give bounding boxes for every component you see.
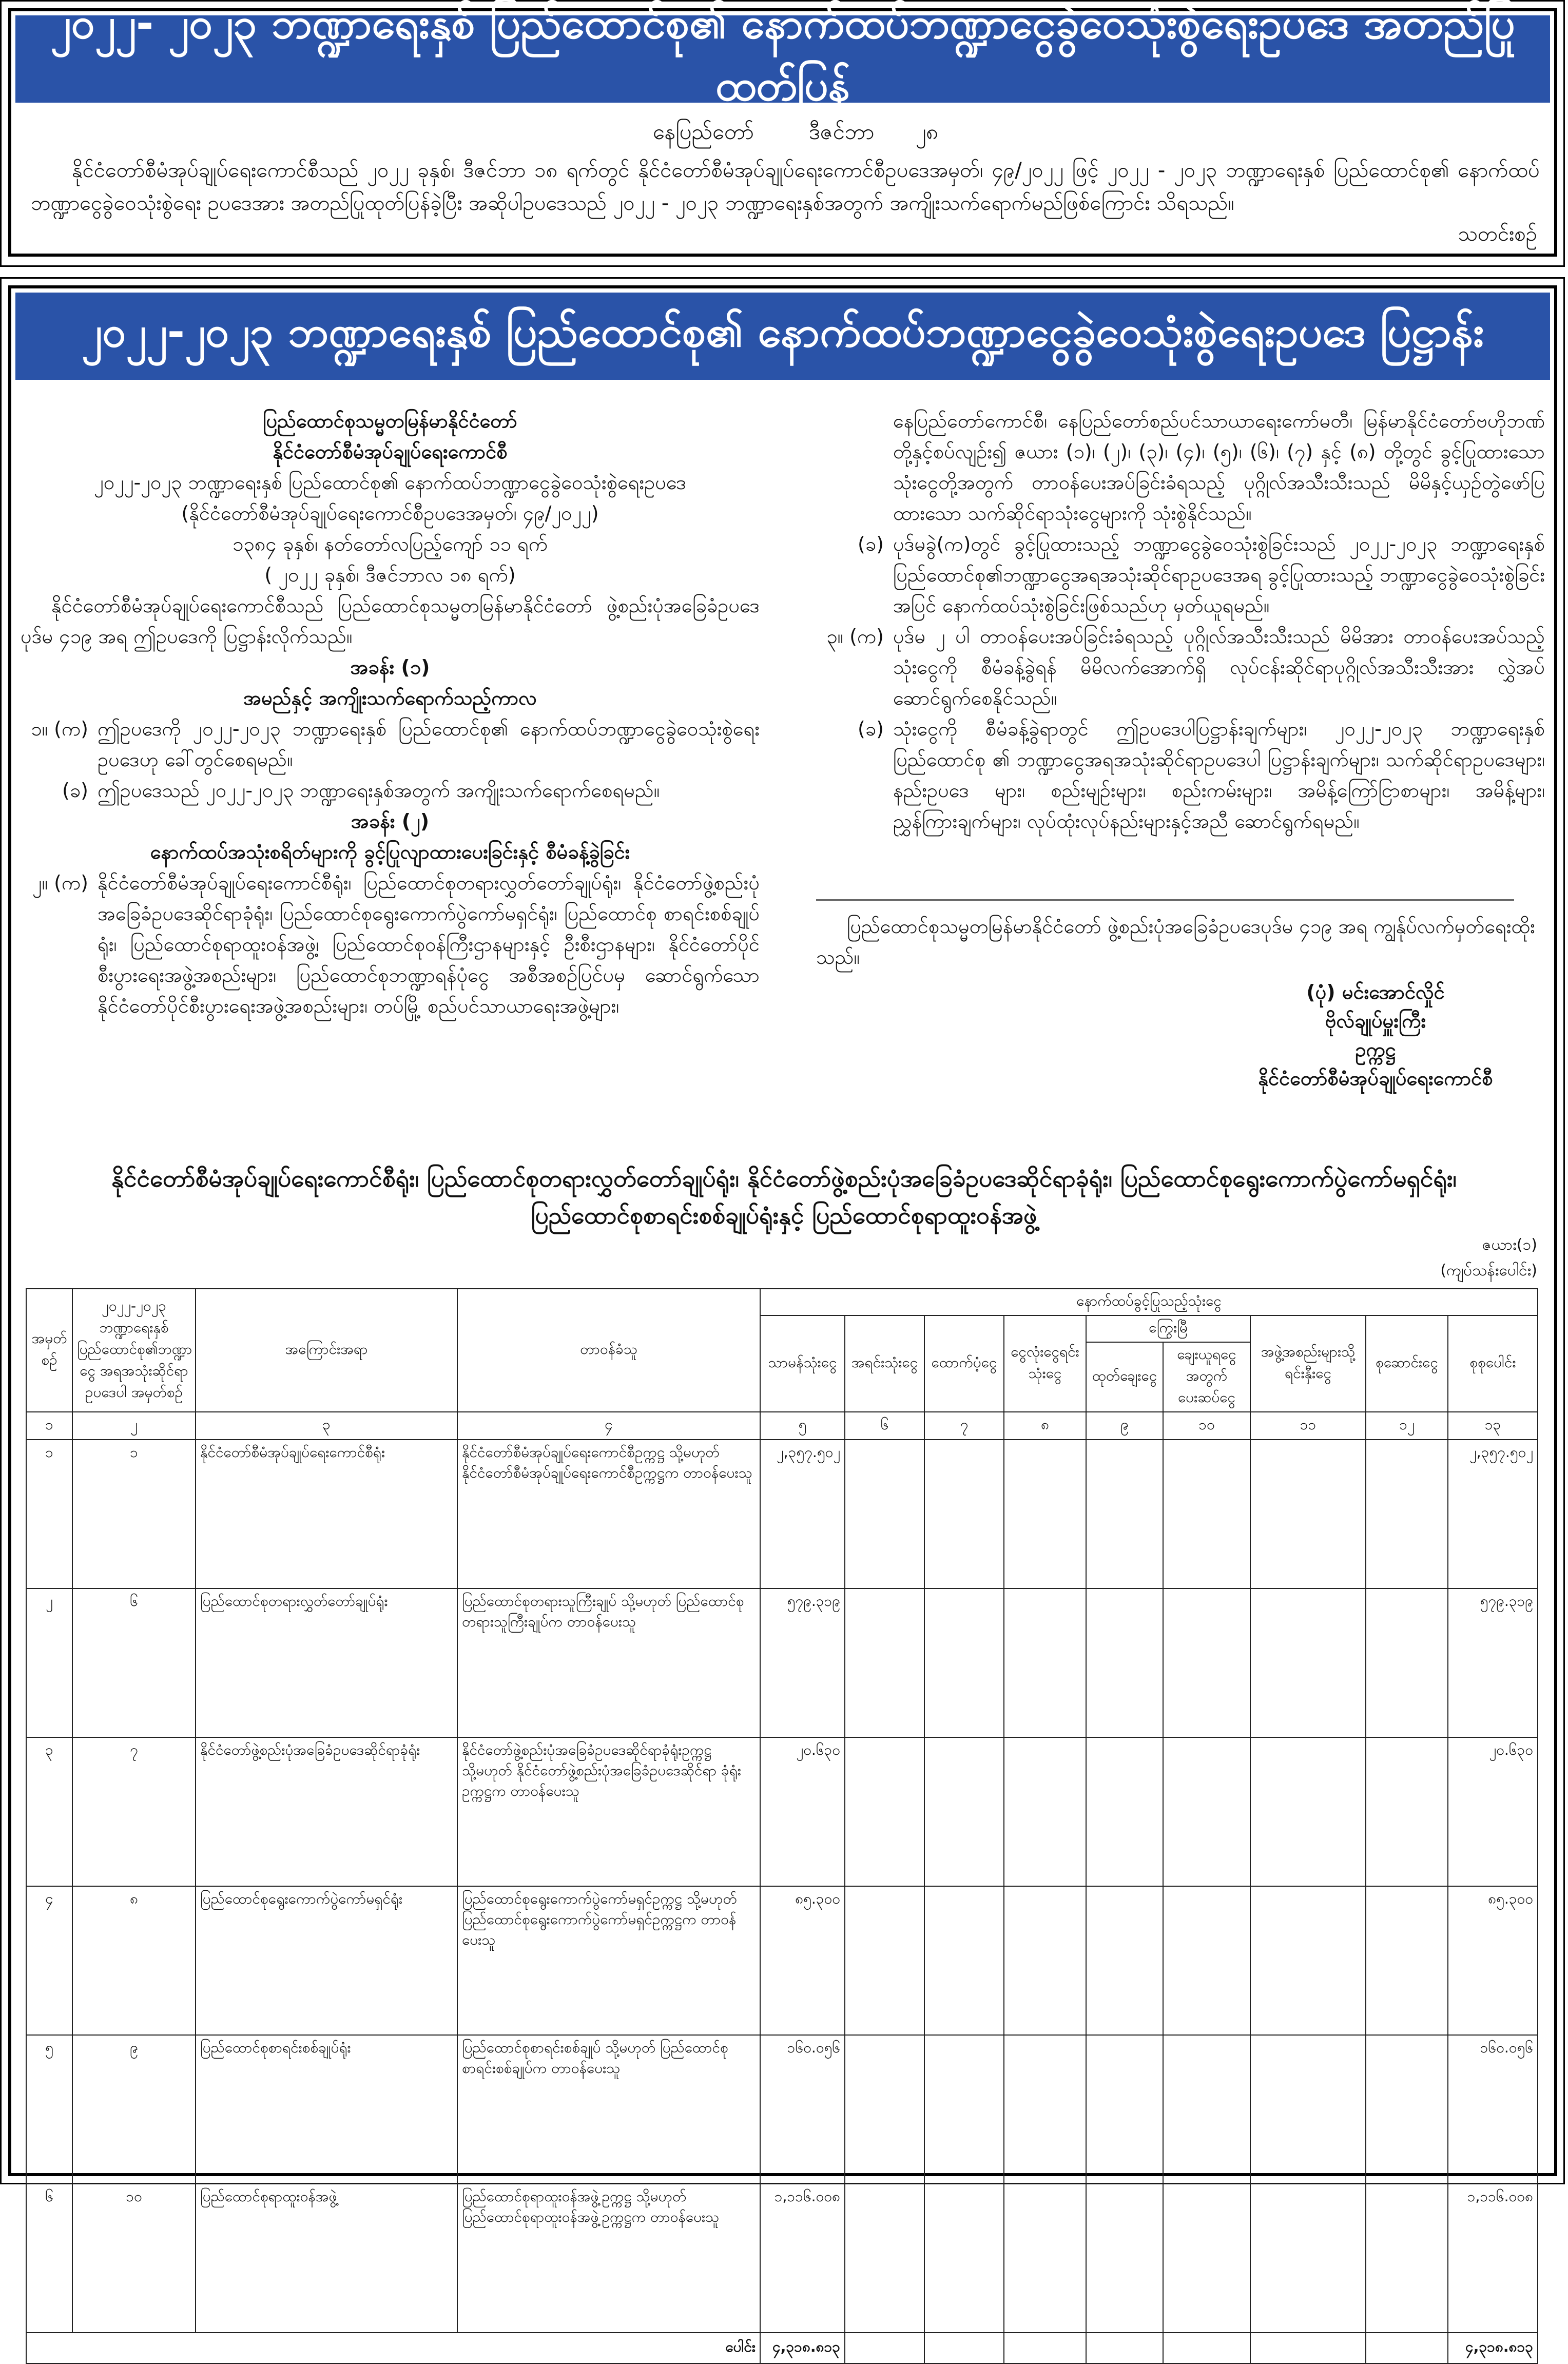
row-law-ref: ၁ (72, 1440, 196, 1588)
row-responsible: ပြည်ထောင်စုရွေးကောက်ပွဲကော်မရှင်ဥက္ကဋ္ဌ သို့မဟုတ် ပြည်ထောင်စုရွေးကောက်ပွဲကော်မရှင်ဥက္ကဋ္ဌက တာဝန်ပေးသူ (457, 1886, 760, 2035)
signatory-name: (ပုံ) မင်းအောင်လှိုင် (1306, 981, 1445, 1003)
row-subject: နိုင်ငံတော်ဖွဲ့စည်းပုံအခြေခံဥပဒေဆိုင်ရာခုံရုံး (196, 1737, 457, 1886)
header-reserve: စုဆောင်းငွေ (1366, 1315, 1448, 1412)
section-2a-continued (816, 405, 1545, 529)
row-law-ref: ၈ (72, 1886, 196, 2035)
column-index: ၇ (924, 1412, 1004, 1440)
row-subject: ပြည်ထောင်စုစာရင်းစစ်ချုပ်ရုံး (196, 2035, 457, 2184)
header-regular: သာမန်သုံးငွေ (760, 1315, 845, 1412)
header-repayment: ချေးယူရငွေ အတွက် ပေးဆပ်ငွေ (1163, 1342, 1250, 1412)
column-index: ၁ (26, 1412, 72, 1440)
column-index: ၅ (760, 1412, 845, 1440)
column-index: ၁၀ (1163, 1412, 1250, 1440)
section-number: ၁။ (က) (31, 718, 88, 740)
signatory-body: နိုင်ငံတော်စီမံအုပ်ချုပ်ရေးကောင်စီ (1258, 1067, 1493, 1090)
section-number: (ခ) (62, 779, 88, 802)
section-text: နေပြည်တော်ကောင်စီ၊ နေပြည်တော်စည်ပင်သာယာရေးကော်မတီ၊ မြန်မာနိုင်ငံတော်ဗဟိုဘဏ် တို့နှင့်စပ်လျဉ်း၍ ဇယား (၁)၊ (၂)၊ (၃)၊ (၄)၊ (၅)၊ (၆)၊ (၇) နှင့် (၈) တို့တွင် ခွင့်ပြုထားသော သုံးငွေတို့အတွက် တာဝန်ပေးအပ်ခြင်းခံရသည့် ပုဂ္ဂိုလ်အသီးသီးသည် မိမိနှင့်ယှဉ်တွဲဖော်ပြ ထားသော သက်ဆိုင်ရာသုံးငွေများကို သုံးစွဲနိုင်သည်။ (893, 410, 1545, 525)
law-title: ၂၀၂၂-၂၀၂၃ ဘဏ္ဍာရေးနှစ် ပြည်ထောင်စု၏ နောက်ထပ်ဘဏ္ဍာငွေခွဲဝေသုံးစွဲရေးဥပဒေ ပြဋ္ဌာန်း (15, 293, 1550, 380)
row-serial: ၁ (26, 1440, 72, 1588)
row-total: ၂,၃၅၇.၅၀၂ (1448, 1440, 1538, 1588)
row-regular: ၁,၁၁၆.၀၀၈ (760, 2184, 845, 2333)
column-index-row (26, 1412, 1538, 1440)
header-other: အဖွဲ့အစည်းများသို့ ရင်းနှီးငွေ (1250, 1315, 1366, 1412)
table-row (26, 1886, 1538, 2035)
law-left-column (21, 405, 760, 1021)
chapter-1-number: အခန်း (၁) (350, 656, 430, 679)
section-3b (816, 713, 1545, 837)
column-index: ၁၃ (1448, 1412, 1538, 1440)
header-loan-return: ထုတ်ချေးငွေ (1086, 1342, 1163, 1412)
schedule-title-line-1: နိုင်ငံတော်စီမံအုပ်ချုပ်ရေးကောင်စီရုံး၊ ပြည်ထောင်စုတရားလွှတ်တော်ချုပ်ရုံး၊ နိုင်ငံတော်ဖွဲ့စည်းပုံအခြေခံဥပဒေဆိုင်ရာခုံရုံး၊ ပြည်ထောင်စုရွေးကောက်ပွဲကော်မရှင်ရုံး၊ (111, 1165, 1457, 1192)
row-law-ref: ၆ (72, 1588, 196, 1737)
section-1a (21, 713, 760, 775)
dateline-month: ဒီဇင်ဘာ (808, 119, 875, 144)
row-total: ၁၆၀.၀၅၆ (1448, 2035, 1538, 2184)
row-subject: နိုင်ငံတော်စီမံအုပ်ချုပ်ရေးကောင်စီရုံး (196, 1440, 457, 1588)
row-responsible: နိုင်ငံတော်စီမံအုပ်ချုပ်ရေးကောင်စီဥက္ကဋ္ဌ သို့မဟုတ် နိုင်ငံတော်စီမံအုပ်ချုပ်ရေးကောင်စီဥက္ကဋ္ဌက တာဝန်ပေးသူ (457, 1440, 760, 1588)
row-total: ၈၅.၃၀၀ (1448, 1886, 1538, 2035)
header-group: နောက်ထပ်ခွင့်ပြုသည့်သုံးငွေ (760, 1289, 1538, 1315)
schedule-table (26, 1288, 1538, 2364)
dateline (565, 118, 1027, 150)
column-index: ၈ (1004, 1412, 1086, 1440)
section-text: နိုင်ငံတော်စီမံအုပ်ချုပ်ရေးကောင်စီရုံး၊ ပြည်ထောင်စုတရားလွှတ်တော်ချုပ်ရုံး၊ နိုင်ငံတော်ဖွဲ့စည်းပုံ အခြေခံဥပဒေဆိုင်ရာခုံရုံး၊ ပြည်ထောင်စုရွေးကောက်ပွဲကော်မရှင်ရုံး၊ ပြည်ထောင်စု စာရင်းစစ်ချုပ်ရုံး၊ ပြည်ထောင်စုရာထူးဝန်အဖွဲ့၊ ပြည်ထောင်စုဝန်ကြီးဌာနများနှင့် ဦးစီးဌာနများ၊ နိုင်ငံတော်ပိုင်စီးပွားရေးအဖွဲ့အစည်းများ၊ ပြည်ထောင်စုဘဏ္ဍာရန်ပုံငွေ အစီအစဉ်ပြင်ပမှ ဆောင်ရွက်သော နိုင်ငံတော်ပိုင်စီးပွားရေးအဖွဲ့အစည်းများ၊ တပ်မြို့ စည်ပင်သာယာရေးအဖွဲ့များ၊ (98, 871, 760, 1017)
law-right-column (816, 405, 1545, 837)
law-number: (နိုင်ငံတော်စီမံအုပ်ချုပ်ရေးကောင်စီဥပဒေအမှတ်၊ ၄၉/၂၀၂၂) (181, 502, 599, 525)
announcement-source: သတင်းစဉ် (1458, 222, 1537, 246)
section-text: သုံးငွေကို စီမံခန့်ခွဲရာတွင် ဤဥပဒေပါပြဋ္ဌာန်းချက်များ၊ ၂၀၂၂-၂၀၂၃ ဘဏ္ဍာရေးနှစ် ပြည်ထောင်စု ၏ ဘဏ္ဍာငွေအရအသုံးဆိုင်ရာဥပဒေပါ ပြဋ္ဌာန်းချက်များ၊ သက်ဆိုင်ရာဥပဒေများ၊ နည်းဥပဒေ များ၊ စည်းမျဉ်းများ၊ စည်းကမ်းများ၊ အမိန့်ကြော်ငြာစာများ၊ အမိန့်များ၊ ညွှန်ကြားချက်များ၊ လုပ်ထုံးလုပ်နည်းများနှင့်အညီ ဆောင်ရွက်ရမည်။ (893, 718, 1545, 832)
schedule-form-number: ဇယား(၁) (1482, 1236, 1537, 1254)
column-index: ၂ (72, 1412, 196, 1440)
column-index: ၆ (845, 1412, 924, 1440)
table-row (26, 2184, 1538, 2333)
row-responsible: ပြည်ထောင်စုတရားသူကြီးချုပ် သို့မဟုတ် ပြည်ထောင်စုတရားသူကြီးချုပ်က တာဝန်ပေးသူ (457, 1588, 760, 1737)
dateline-place: နေပြည်တော် (652, 119, 754, 144)
total-label: ပေါင်း (26, 2333, 760, 2363)
law-header-line-3: ၂၀၂၂-၂၀၂၃ ဘဏ္ဍာရေးနှစ် ပြည်ထောင်စု၏ နောက်ထပ်ဘဏ္ဍာငွေခွဲဝေသုံးစွဲရေးဥပဒေ (94, 471, 686, 494)
row-responsible: ပြည်ထောင်စုရာထူးဝန်အဖွဲ့ဥက္ကဋ္ဌ သို့မဟုတ် ပြည်ထောင်စုရာထူးဝန်အဖွဲ့ဥက္ကဋ္ဌက တာဝန်ပေးသူ (457, 2184, 760, 2333)
section-1b (21, 775, 760, 806)
header-serial: အမှတ်စဉ် (26, 1289, 72, 1412)
header-subject: အကြောင်းအရာ (196, 1289, 457, 1412)
announcement-title: ၂၀၂၂- ၂၀၂၃ ဘဏ္ဍာရေးနှစ် ပြည်ထောင်စု၏ နောက်ထပ်ဘဏ္ဍာငွေခွဲဝေသုံးစွဲရေးဥပဒေ အတည်ပြုထုတ်ပြန် (15, 15, 1550, 103)
header-responsible: တာဝန်ခံသူ (457, 1289, 760, 1412)
signature-block (1201, 978, 1550, 1093)
section-text: ပုဒ်မခွဲ(က)တွင် ခွင့်ပြုထားသည့် ဘဏ္ဍာငွေခွဲဝေသုံးစွဲခြင်းသည် ၂၀၂၂-၂၀၂၃ ဘဏ္ဍာရေးနှစ် ပြည်ထောင်စု၏ဘဏ္ဍာငွေအရအသုံးဆိုင်ရာဥပဒေအရ ခွင့်ပြုထားသည့် ဘဏ္ဍာငွေခွဲဝေသုံးစွဲခြင်း အပြင် နောက်ထပ်သုံးစွဲခြင်းဖြစ်သည်ဟု မှတ်ယူရမည်။ (893, 533, 1545, 617)
column-index: ၃ (196, 1412, 457, 1440)
law-preamble: နိုင်ငံတော်စီမံအုပ်ချုပ်ရေးကောင်စီသည် ပြည်ထောင်စုသမ္မတမြန်မာနိုင်ငံတော် ဖွဲ့စည်းပုံအခြေခံဥပဒေ ပုဒ်မ ၄၁၉ အရ ဤဥပဒေကို ပြဋ္ဌာန်းလိုက်သည်။ (21, 594, 760, 648)
header-loan-group: ကြွေးမြီ (1086, 1315, 1250, 1342)
row-subject: ပြည်ထောင်စုရာထူးဝန်အဖွဲ့ (196, 2184, 457, 2333)
table-row (26, 1588, 1538, 1737)
header-law-ref: ၂၀၂၂-၂၀၂၃ ဘဏ္ဍာရေးနှစ် ပြည်ထောင်စု၏ဘဏ္ဍာငွေ အရအသုံးဆိုင်ရာဥပဒေပါ အမှတ်စဉ် (72, 1289, 196, 1412)
section-number: (ခ) (857, 533, 884, 555)
row-law-ref: ၁၀ (72, 2184, 196, 2333)
row-serial: ၆ (26, 2184, 72, 2333)
section-3a (816, 621, 1545, 713)
row-subject: ပြည်ထောင်စုတရားလွှတ်တော်ချုပ်ရုံး (196, 1588, 457, 1737)
row-serial: ၄ (26, 1886, 72, 2035)
row-serial: ၃ (26, 1737, 72, 1886)
row-serial: ၂ (26, 1588, 72, 1737)
law-header-line-2: နိုင်ငံတော်စီမံအုပ်ချုပ်ရေးကောင်စီ (273, 440, 508, 463)
row-regular: ၂၀.၆၃၀ (760, 1737, 845, 1886)
table-row (26, 2035, 1538, 2184)
row-total: ၂၀.၆၃၀ (1448, 1737, 1538, 1886)
announcement-body: နိုင်ငံတော်စီမံအုပ်ချုပ်ရေးကောင်စီသည် ၂၀၂၂ ခုနှစ်၊ ဒီဇင်ဘာ ၁၈ ရက်တွင် နိုင်ငံတော်စီမံအုပ်ချုပ်ရေးကောင်စီဥပဒေအမှတ်၊ ၄၉/၂၀၂၂ ဖြင့် ၂၀၂၂ - ၂၀၂၃ ဘဏ္ဍာရေးနှစ် ပြည်ထောင်စု၏ နောက်ထပ်ဘဏ္ဍာငွေခွဲဝေသုံးစွဲရေး ဥပဒေအား အတည်ပြုထုတ်ပြန်ခဲ့ပြီး အဆိုပါဥပဒေသည် ၂၀၂၂ - ၂၀၂၃ ဘဏ္ဍာရေးနှစ်အတွက် အကျိုးသက်ရောက်မည်ဖြစ်ကြောင်း သိရသည်။ (31, 159, 1540, 215)
header-total: စုစုပေါင်း (1448, 1315, 1538, 1412)
section-number: ၃။ (က) (826, 625, 884, 648)
total-total: ၄,၃၁၈.၈၁၃ (1448, 2333, 1538, 2363)
row-responsible: ပြည်ထောင်စုစာရင်းစစ်ချုပ် သို့မဟုတ် ပြည်ထောင်စုစာရင်းစစ်ချုပ်က တာဝန်ပေးသူ (457, 2035, 760, 2184)
law-lunar-date: ၁၃၈၄ ခုနှစ်၊ နတ်တော်လပြည့်ကျော် ၁၁ ရက် (232, 533, 548, 555)
signatory-rank: ဗိုလ်ချုပ်မှူးကြီး (1325, 1010, 1426, 1032)
schedule-title (31, 1160, 1537, 1234)
total-regular: ၄,၃၁၈.၈၁၃ (760, 2333, 845, 2363)
section-number: (ခ) (857, 718, 884, 740)
section-number: ၂။ (က) (32, 871, 88, 894)
row-serial: ၅ (26, 2035, 72, 2184)
table-row (26, 1440, 1538, 1588)
row-responsible: နိုင်ငံတော်ဖွဲ့စည်းပုံအခြေခံဥပဒေဆိုင်ရာခုံရုံးဥက္ကဋ္ဌ သို့မဟုတ် နိုင်ငံတော်ဖွဲ့စည်းပုံအခြေခံဥပဒေဆိုင်ရာ ခုံရုံးဥက္ကဋ္ဌက တာဝန်ပေးသူ (457, 1737, 760, 1886)
row-law-ref: ၉ (72, 2035, 196, 2184)
signatory-title: ဥက္ကဋ္ဌ (1355, 1038, 1396, 1061)
row-subject: ပြည်ထောင်စုရွေးကောက်ပွဲကော်မရှင်ရုံး (196, 1886, 457, 2035)
law-header-line-1: ပြည်ထောင်စုသမ္မတမြန်မာနိုင်ငံတော် (263, 410, 517, 432)
section-text: ဤဥပဒေကို ၂၀၂၂-၂၀၂၃ ဘဏ္ဍာရေးနှစ် ပြည်ထောင်စု၏ နောက်ထပ်ဘဏ္ဍာငွေခွဲဝေသုံးစွဲရေး ဥပဒေဟု ခေါ်တွင်စေရမည်။ (98, 718, 760, 771)
header-transfer: ထောက်ပံ့ငွေ (924, 1315, 1004, 1412)
row-total: ၅၇၉.၃၁၉ (1448, 1588, 1538, 1737)
column-index: ၁၂ (1366, 1412, 1448, 1440)
row-law-ref: ၇ (72, 1737, 196, 1886)
enactment-clause: ပြည်ထောင်စုသမ္မတမြန်မာနိုင်ငံတော် ဖွဲ့စည်းပုံအခြေခံဥပဒေပုဒ်မ ၄၁၉ အရ ကျွန်ုပ်လက်မှတ်ရေးထိုးသည်။ (816, 915, 1535, 968)
section-2b (816, 529, 1545, 621)
section-text: ပုဒ်မ ၂ ပါ တာဝန်ပေးအပ်ခြင်းခံရသည့် ပုဂ္ဂိုလ်အသီးသီးသည် မိမိအား တာဝန်ပေးအပ်သည့် သုံးငွေကို စီမံခန့်ခွဲရန် မိမိလက်အောက်ရှိ လုပ်ငန်းဆိုင်ရာပုဂ္ဂိုလ်အသီးသီးအား လွှဲအပ် ဆောင်ရွက်စေနိုင်သည်။ (893, 625, 1545, 709)
law-gregorian-date: ( ၂၀၂၂ ခုနှစ်၊ ဒီဇင်ဘာလ ၁၈ ရက်) (264, 564, 516, 586)
row-regular: ၁၆၀.၀၅၆ (760, 2035, 845, 2184)
section-2a (21, 867, 760, 1021)
column-index: ၁၁ (1250, 1412, 1366, 1440)
row-regular: ၂,၃၅၇.၅၀၂ (760, 1440, 845, 1588)
total-row (26, 2333, 1538, 2363)
divider (816, 899, 1514, 901)
column-index: ၄ (457, 1412, 760, 1440)
chapter-2-title: နောက်ထပ်အသုံးစရိတ်များကို ခွင့်ပြုလျာထားပေးခြင်းနှင့် စီမံခန့်ခွဲခြင်း (150, 841, 630, 863)
section-text: ဤဥပဒေသည် ၂၀၂၂-၂၀၂၃ ဘဏ္ဍာရေးနှစ်အတွက် အကျိုးသက်ရောက်စေရမည်။ (98, 779, 660, 802)
row-regular: ၅၇၉.၃၁၉ (760, 1588, 845, 1737)
schedule-unit: (ကျပ်သန်းပေါင်း) (1440, 1262, 1537, 1280)
table-row (26, 1737, 1538, 1886)
schedule-title-line-2: ပြည်ထောင်စုစာရင်းစစ်ချုပ်ရုံးနှင့် ပြည်ထောင်စုရာထူးဝန်အဖွဲ့ (531, 1202, 1037, 1229)
chapter-1-title: အမည်နှင့် အကျိုးသက်ရောက်သည့်ကာလ (243, 687, 537, 709)
row-total: ၁,၁၁၆.၀၀၈ (1448, 2184, 1538, 2333)
header-capital: အရင်းသုံးငွေ (845, 1315, 924, 1412)
dateline-day: ၂၈ (915, 119, 939, 144)
row-regular: ၈၅.၃၀၀ (760, 1886, 845, 2035)
header-investment: ငွေလုံးငွေရင်း သုံးငွေ (1004, 1315, 1086, 1412)
chapter-2-number: အခန်း (၂) (351, 810, 430, 832)
column-index: ၉ (1086, 1412, 1163, 1440)
